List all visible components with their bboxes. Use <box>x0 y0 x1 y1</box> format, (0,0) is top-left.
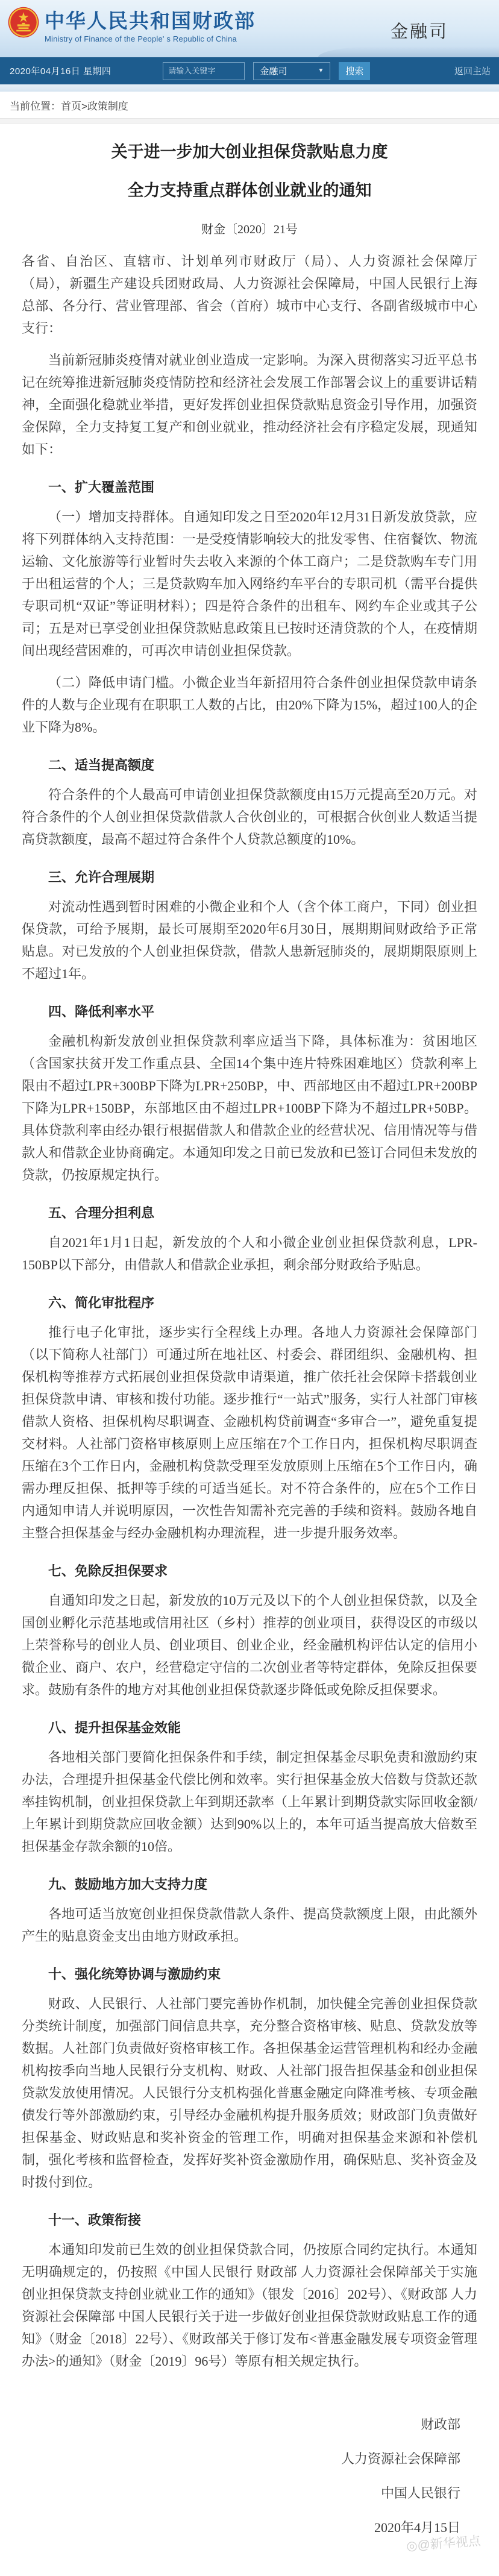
section-heading: 二、适当提高额度 <box>48 757 155 773</box>
doc-paragraph: 各省、自治区、直辖市、计划单列市财政厅（局）、人力资源社会保障厅（局），新疆生产建设兵团财政局、人力资源社会保障局，中国人民银行上海总部、各分行、营业管理部、省会（首府）城市中心支行、各副省级城市中心支行： <box>22 253 477 336</box>
section-heading: 九、鼓励地方加大支持力度 <box>48 1876 208 1892</box>
doc-paragraph: 符合条件的个人最高可申请创业担保贷款额度由15万元提高至20万元。对符合条件的个人创业担保贷款借款人合伙创业的，可根据合伙创业人数适当提高贷款额度，最高不超过符合条件个人贷款总额度的10%。 <box>22 787 477 847</box>
current-date: 2020年04月16日 星期四 <box>10 66 111 77</box>
masthead-hill-decoration <box>318 46 499 57</box>
section-heading: 四、降低利率水平 <box>48 1004 155 1019</box>
doc-paragraph: （二）降低申请门槛。小微企业当年新招用符合条件创业担保贷款申请条件的人数与企业现有在职职工人数的占比，由20%下降为15%，超过100人的企业下降为8%。 <box>22 674 477 735</box>
section-divider <box>0 119 499 124</box>
search-button[interactable]: 搜索 <box>339 62 370 80</box>
doc-paragraph: 各地可适当放宽创业担保贷款借款人条件、提高贷款额度上限，由此额外产生的贴息资金支出由地方财政承担。 <box>22 1906 477 1944</box>
doc-paragraph: 当前新冠肺炎疫情对就业创业造成一定影响。为深入贯彻落实习近平总书记在统筹推进新冠肺炎疫情防控和经济社会发展工作部署会议上的重要讲话精神，全面强化稳就业举措，更好发挥创业担保贷款贴息资金引导作用，加强资金保障，全力支持复工复产和创业就业，推动经济社会有序稳定发展，现通知如下： <box>22 352 477 457</box>
doc-paragraph: （一）增加支持群体。自通知印发之日至2020年12月31日新发放贷款，应将下列群体纳入支持范围：一是受疫情影响较大的批发零售、住宿餐饮、物流运输、文化旅游等行业暂时失去收入来源的个体工商户；二是贷款购车专门用于出租运营的个人；三是贷款购车加入网络约车平台的专职司机（需平台提供专职司机“双证”等证明材料）；四是符合条件的出租车、网约车企业或其子公司；五是对已享受创业担保贷款贴息政策且已按时还清贷款的个人，在疫情期间出现经营困难的，可再次申请创业担保贷款。 <box>22 509 477 658</box>
signer: 中国人民银行 <box>380 2485 460 2501</box>
china-national-emblem-icon <box>7 6 40 39</box>
document-title-line1: 关于进一步加大创业担保贷款贴息力度 <box>111 143 388 161</box>
section-heading: 一、扩大覆盖范围 <box>48 479 155 495</box>
section-heading: 六、简化审批程序 <box>48 1295 155 1310</box>
search-input[interactable] <box>163 62 245 80</box>
doc-paragraph: 本通知印发前已生效的创业担保贷款合同，仍按原合同约定执行。本通知无明确规定的，仍按照《中国人民银行 财政部 人力资源社会保障部关于实施创业担保贷款支持创业就业工作的通知》（银发〔2016〕202号）、《财政部 人力资源社会保障部 中国人民银行关于进一步做好创业担保贷款财政贴息工作的通知》（财金〔2018〕22号）、《财政部关于修订发布<普惠金融发展专项资金管理办法>的通知》（财金〔2019〕96号）等原有相关规定执行。 <box>22 2241 477 2369</box>
site-title-en: Ministry of Finance of the People' s Republic of China <box>45 34 237 43</box>
document-number: 财金〔2020〕21号 <box>201 222 298 236</box>
search-scope-value: 金融司 <box>260 66 287 77</box>
section-heading: 五、合理分担利息 <box>48 1205 155 1220</box>
doc-paragraph: 财政、人民银行、人社部门要完善协作机制，加快健全完善创业担保贷款分类统计制度，加强部门间信息共享，充分整合资格审核、贴息、贷款发放等数据。人社部门负责做好资格审核工作。各担保基金运营管理机构和经办金融机构按季向当地人民银行分支机构、财政、人社部门报告担保基金和创业担保贷款发放使用情况。人民银行分支机构强化普惠金融定向降准考核、专项金融债发行等外部激励约束，引导经办金融机构提升服务质效；财政部门负责做好担保基金、财政贴息和奖补资金的管理工作，明确对担保基金来源和补偿机制，强化考核和监督检查，发挥好奖补资金激励作用，确保贴息、奖补资金及时拨付到位。 <box>22 1996 477 2190</box>
breadcrumb <box>0 92 499 119</box>
search-scope-select[interactable] <box>253 62 330 80</box>
doc-paragraph: 对流动性遇到暂时困难的小微企业和个人（含个体工商户，下同）创业担保贷款，可给予展期，最长可展期至2020年6月30日，展期期间财政给予正常贴息。对已发放的个人创业担保贷款，借款人患新冠肺炎的，展期期限原则上不超过1年。 <box>22 899 477 981</box>
section-heading: 七、免除反担保要求 <box>48 1563 168 1579</box>
doc-paragraph: 自通知印发之日起，新发放的10万元及以下的个人创业担保贷款，以及全国创业孵化示范基地或信用社区（乡村）推荐的创业项目，获得设区的市级以上荣誉称号的创业人员、创业项目、创业企业，经金融机构评估认定的信用小微企业、商户、农户，经营稳定守信的二次创业者等特定群体，免除反担保要求。鼓励有条件的地方对其他创业担保贷款逐步降低或免除反担保要求。 <box>22 1592 477 1697</box>
breadcrumb-path[interactable]: 首页>政策制度 <box>61 100 128 112</box>
department-name: 金融司 <box>390 22 448 42</box>
news-watermark: ◎@新华视点 <box>406 2534 482 2553</box>
document-title-line2: 全力支持重点群体创业就业的通知 <box>127 181 372 199</box>
signature-date: 2020年4月15日 <box>374 2519 460 2535</box>
section-heading: 八、提升担保基金效能 <box>48 1720 181 1735</box>
doc-paragraph: 自2021年1月1日起，新发放的个人和小微企业创业担保贷款利息，LPR-150BP以下部分，由借款人和借款企业承担，剩余部分财政给予贴息。 <box>22 1234 477 1272</box>
top-navbar <box>0 57 499 84</box>
site-title-cn: 中华人民共和国财政部 <box>45 10 256 32</box>
section-heading: 三、允许合理展期 <box>48 869 155 885</box>
document-body <box>22 250 477 2372</box>
signature-block <box>22 2414 482 2553</box>
section-heading: 十一、政策衔接 <box>48 2212 142 2228</box>
doc-paragraph: 金融机构新发放创业担保贷款利率应适当下降，具体标准为：贫困地区（含国家扶贫开发工作重点县、全国14个集中连片特殊困难地区）贷款利率上限由不超过LPR+300BP下降为LPR+250BP，中、西部地区由不超过LPR+200BP下降为LPR+150BP，东部地区由不超过LPR+100BP下降为不超过LPR+50BP。具体贷款利率由经办银行根据借款人和借款企业的经营状况、信用情况等与借款人和借款企业协商确定。本通知印发之日前已发放和已签订合同但未发放的贷款，仍按原规定执行。 <box>22 1033 477 1183</box>
doc-paragraph: 推行电子化审批，逐步实行全程线上办理。各地人力资源社会保障部门（以下简称人社部门）可通过所在地社区、村委会、群团组织、金融机构、担保机构等推荐方式拓展创业担保贷款申请渠道，推广依托社会保障卡搭载创业担保贷款申请、审核和拨付功能。逐步推行“一站式”服务，实行人社部门审核借款人资格、担保机构尽职调查、金融机构贷前调查“多审合一”，避免重复提交材料。人社部门资格审核原则上应压缩在7个工作日内，担保机构尽职调查压缩在3个工作日内，金融机构贷款受理至发放原则上压缩在5个工作日内，确需办理反担保、抵押等手续的可适当延长。对不符合条件的，应在5个工作日内通知申请人并说明原因，一次性告知需补充完善的手续和资料。鼓励各地自主整合担保基金与经办金融机构办理流程，进一步提升服务效率。 <box>22 1324 477 1541</box>
return-main-site-link[interactable]: 返回主站 <box>454 66 491 77</box>
navbar-bottom-strip <box>0 84 499 92</box>
site-masthead <box>0 0 499 57</box>
document-content <box>0 124 499 2576</box>
signer: 财政部 <box>420 2416 460 2432</box>
doc-paragraph: 各地相关部门要简化担保条件和手续，制定担保基金尽职免责和激励约束办法，合理提升担保基金代偿比例和效率。实行担保基金放大倍数与贷款还款率挂钩机制，创业担保贷款上年到期还款率（上年累计到期贷款实际回收金额/上年累计到期贷款应回收金额）达到90%以上的，本年可适当提高放大倍数至担保基金存款余额的10倍。 <box>22 1749 477 1854</box>
breadcrumb-label: 当前位置： <box>10 100 61 112</box>
signer: 人力资源社会保障部 <box>341 2451 460 2466</box>
section-heading: 十、强化统筹协调与激励约束 <box>48 1966 221 1982</box>
chevron-down-icon: ▼ <box>318 68 324 74</box>
